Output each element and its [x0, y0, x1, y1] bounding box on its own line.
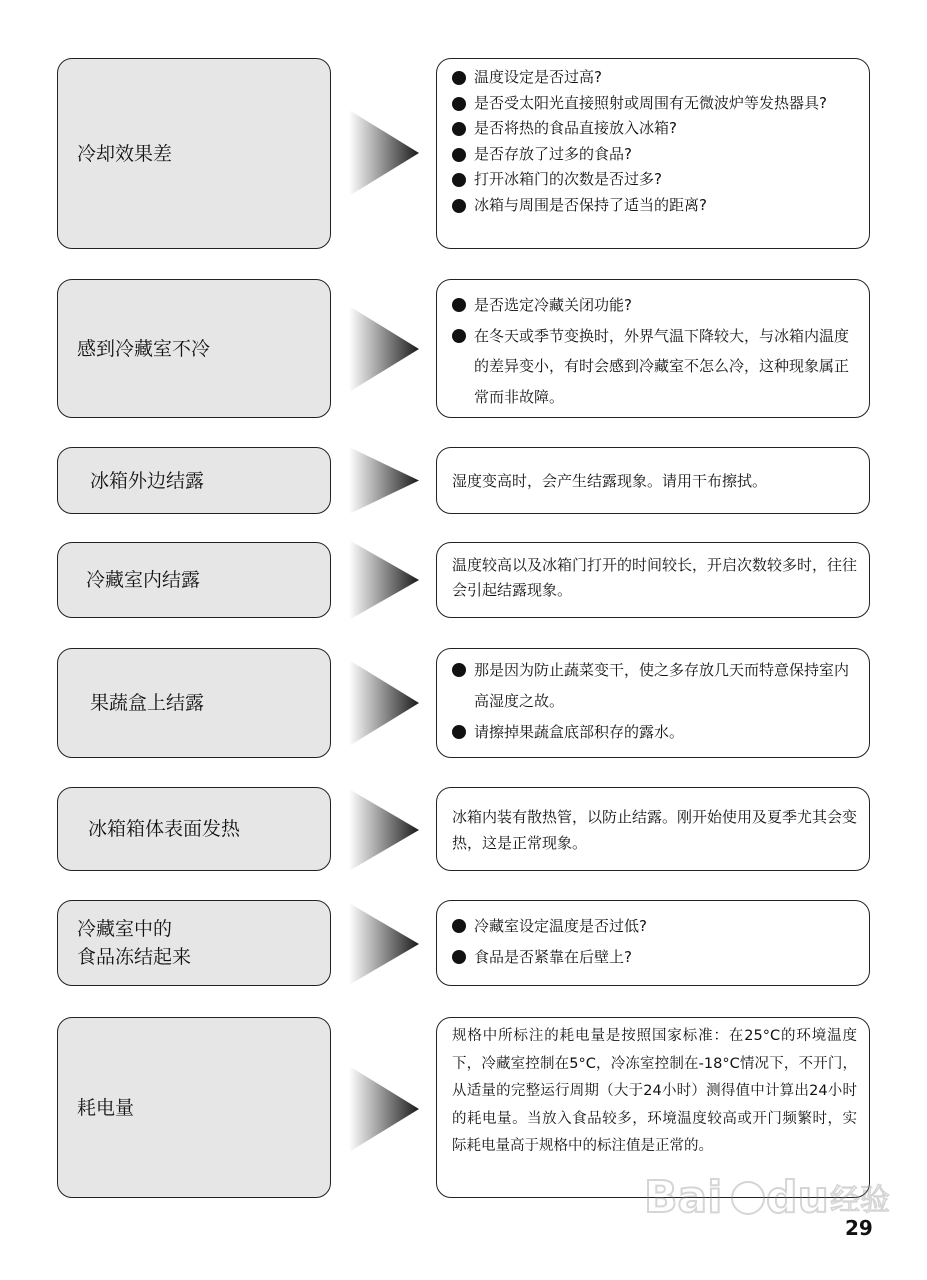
- answer-box: [436, 542, 870, 618]
- answer-box: [436, 279, 870, 418]
- arrow-right-icon: [349, 306, 419, 392]
- arrow-right-icon: [349, 540, 419, 620]
- problem-box: [57, 542, 331, 618]
- svg-text:Bai: Bai: [644, 1172, 723, 1223]
- problem-label: 感到冷藏室不冷: [77, 337, 211, 360]
- problem-box: [57, 787, 331, 871]
- problem-label: 耗电量: [77, 1096, 135, 1119]
- answer-box: [436, 787, 870, 871]
- arrow-right-icon: [349, 447, 419, 514]
- problem-box: [57, 279, 331, 418]
- svg-text:du: du: [766, 1172, 829, 1223]
- list-item: 那是因为防止蔬菜变干，使之多存放几天而特意保持室内高湿度之故。: [452, 655, 857, 717]
- arrow-right-icon: [349, 110, 419, 196]
- answer-text: 温度较高以及冰箱门打开的时间较长，开启次数较多时，往往会引起结露现象。: [452, 556, 858, 599]
- page-number: 29: [845, 1216, 873, 1240]
- list-item: 是否存放了过多的食品?: [452, 142, 857, 168]
- list-item: 在冬天或季节变换时，外界气温下降较大，与冰箱内温度的差异变小，有时会感到冷藏室不怎么冷，这种现象属正常而非故障。: [452, 321, 857, 413]
- problem-label: 冷藏室内结露: [86, 569, 201, 591]
- list-item: 打开冰箱门的次数是否过多?: [452, 167, 857, 193]
- answer-box: [436, 900, 870, 986]
- problem-box: [57, 648, 331, 758]
- answer-text: 湿度变高时，会产生结露现象。请用干布擦拭。: [452, 472, 768, 490]
- list-item: 冷藏室设定温度是否过低?: [452, 911, 857, 942]
- list-item: 温度设定是否过高?: [452, 65, 857, 91]
- arrow-right-icon: [349, 1066, 419, 1152]
- arrow-right-icon: [349, 660, 419, 746]
- arrow-right-icon: [349, 789, 419, 871]
- answer-box: [436, 447, 870, 514]
- answer-box: [436, 58, 870, 249]
- list-item: 是否受太阳光直接照射或周围有无微波炉等发热器具?: [452, 91, 857, 117]
- problem-label: 冷藏室中的 食品冻结起来: [77, 918, 192, 968]
- answer-text: 规格中所标注的耗电量是按照国家标准：在25°C的环境温度下，冷藏室控制在5°C，冷冻室控制在-18°C情况下，不开门，从适量的完整运行周期（大于24小时）测得值中计算出24小时的耗电量。当放入食品较多，环境温度较高或开门频繁时，实际耗电量高于规格中的标注值是正常的。: [452, 1028, 857, 1154]
- problem-box: [57, 1017, 331, 1198]
- problem-label: 冰箱箱体表面发热: [88, 818, 241, 840]
- list-item: 冰箱与周围是否保持了适当的距离?: [452, 193, 857, 219]
- problem-box: [57, 447, 331, 514]
- svg-text:经验: 经验: [830, 1183, 890, 1218]
- list-item: 是否将热的食品直接放入冰箱?: [452, 116, 857, 142]
- answer-box: [436, 648, 870, 758]
- list-item: 是否选定冷藏关闭功能?: [452, 290, 857, 321]
- arrow-right-icon: [349, 903, 419, 985]
- problem-label: 冷却效果差: [77, 142, 173, 165]
- problem-label: 果蔬盒上结露: [90, 692, 205, 714]
- answer-text: 冰箱内装有散热管，以防止结露。刚开始使用及夏季尤其会变热，这是正常现象。: [452, 808, 858, 852]
- problem-label: 冰箱外边结露: [90, 469, 205, 492]
- list-item: 食品是否紧靠在后壁上?: [452, 942, 857, 973]
- problem-box: [57, 900, 331, 986]
- problem-box: [57, 58, 331, 249]
- list-item: 请擦掉果蔬盒底部积存的露水。: [452, 717, 857, 748]
